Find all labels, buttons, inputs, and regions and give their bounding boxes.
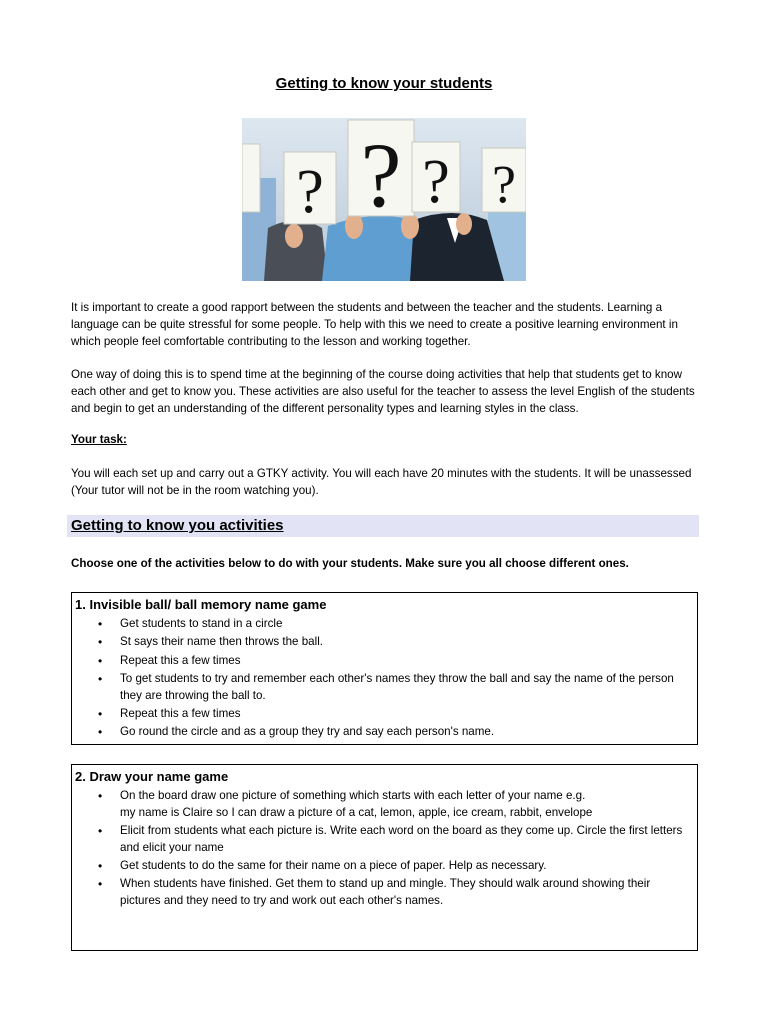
bullet-icon: •: [98, 671, 103, 686]
activity-box-1: [71, 592, 698, 745]
instruction-text: Choose one of the activities below to do with your students. Make sure you all choose different ones.: [71, 557, 629, 570]
question-mark-glyph: ?: [422, 148, 450, 216]
bullet-icon: •: [98, 635, 103, 650]
list-item: [72, 634, 692, 651]
step-text: Get students to do the same for their name on a piece of paper. Help as necessary.: [120, 859, 547, 873]
activity-steps: [72, 788, 692, 912]
activity-box-2: [71, 764, 698, 951]
question-mark-photo: [242, 118, 526, 281]
question-mark-glyph: ?: [296, 158, 324, 226]
intro-paragraph-1: It is important to create a good rapport between the students and between the teacher and the students. Learning a language can be quite stressful for some people. To help with this we need to create a positive learning environment in which people feel comfortable contributing to the lesson and working together.: [71, 301, 678, 348]
activity-title: 2. Draw your name game: [75, 769, 229, 784]
bullet-icon: •: [98, 725, 103, 740]
list-item: [72, 616, 692, 633]
intro-paragraph-2: One way of doing this is to spend time at the beginning of the course doing activities that help that students get to know each other and get to know you. These activities are also useful for the teacher to assess the level English of the students and begin to get an understanding of the different personality types and learning styles in the class.: [71, 368, 695, 415]
bullet-icon: •: [98, 824, 103, 839]
question-mark-glyph: ?: [360, 124, 402, 226]
step-text: Repeat this a few times: [120, 706, 241, 720]
activity-steps: [72, 616, 692, 743]
section-heading: Getting to know you activities: [71, 517, 284, 534]
example-text: my name is Claire so I can draw a picture of a cat, lemon, apple, ice cream, rabbit, envelope: [120, 805, 593, 819]
bullet-icon: •: [98, 706, 103, 721]
list-item: [72, 724, 692, 741]
step-text: Elicit from students what each picture is. Write each word on the board as they come up. Circle the first letters and elicit your name: [120, 824, 683, 854]
list-item: [72, 706, 692, 723]
step-text: Repeat this a few times: [120, 653, 241, 667]
list-item: [72, 788, 692, 822]
list-item: [72, 876, 692, 910]
task-heading: Your task:: [71, 433, 127, 446]
task-text: You will each set up and carry out a GTKY activity. You will each have 20 minutes with the students. It will be unassessed (Your tutor will not be in the room watching you).: [71, 467, 692, 497]
step-text: When students have finished. Get them to stand up and mingle. They should walk around showing their pictures and they need to try and work out each other's names.: [120, 877, 651, 908]
step-text: St says their name then throws the ball.: [120, 635, 323, 649]
step-text: On the board draw one picture of something which starts with each letter of your name e.g.: [120, 789, 586, 802]
page-title: Getting to know your students: [275, 75, 493, 92]
list-item: [72, 671, 692, 705]
step-text: Get students to stand in a circle: [120, 617, 283, 630]
question-mark-glyph: ?: [492, 154, 516, 214]
list-item: [72, 653, 692, 670]
bullet-icon: •: [98, 877, 103, 892]
step-text: To get students to try and remember each other's names they throw the ball and say the name of the person they are throwing the ball to.: [120, 671, 674, 702]
bullet-icon: •: [98, 789, 103, 803]
list-item: [72, 858, 692, 875]
bullet-icon: •: [98, 859, 103, 874]
bullet-icon: •: [98, 617, 103, 631]
list-item: [72, 823, 692, 857]
activity-title: 1. Invisible ball/ ball memory name game: [75, 597, 327, 612]
bullet-icon: •: [98, 653, 103, 668]
step-text: Go round the circle and as a group they try and say each person's name.: [120, 725, 495, 739]
